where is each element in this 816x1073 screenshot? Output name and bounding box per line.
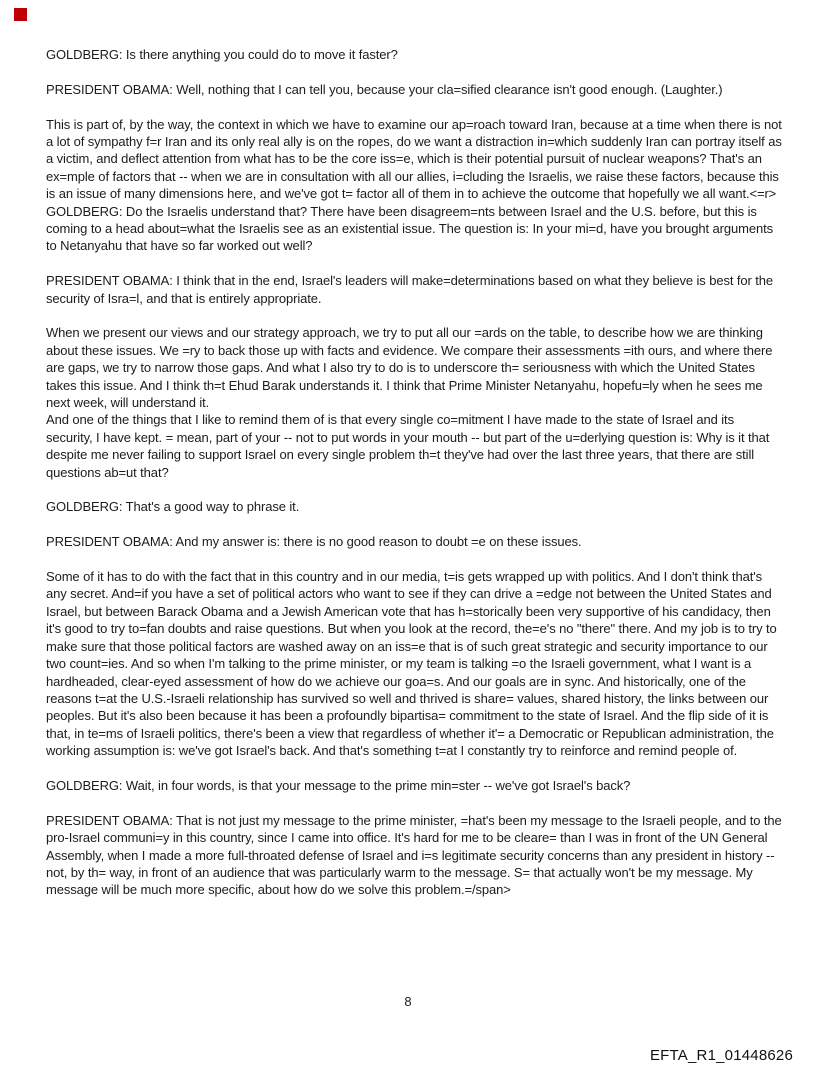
transcript-paragraph: GOLDBERG: Do the Israelis understand that? There have been disagreem=nts between Israel and the U.S. before, but this is coming to a head about=what the Israelis see as an existential issue. The question is: In your mi=d, have you brought arguments to Netanyahu that have so far worked out well? [46, 203, 774, 254]
transcript-paragraph: PRESIDENT OBAMA: And my answer is: there is no good reason to doubt =e on these issues. [46, 534, 582, 550]
transcript-paragraph: GOLDBERG: Wait, in four words, is that your message to the prime min=ster -- we've got Israel's back? [46, 777, 631, 793]
transcript-paragraph: Some of it has to do with the fact that in this country and in our media, t=is gets wrapped up with politics. And I don't think that's any secret. And=if you have a set of political actors who want to see if they can drive a =edge not between the United States and Israel, but between Barack Obama and a Jewish American vote that has h=storically been very supportive of his candidacy, then it's good to try to=fan doubts and raise questions. But when you look at the record, the=e's no "there" there. And my job is to try to make sure that those political factors are washed away on an iss=e that is of such great strategic and security importance to our two count=ies. And so when I'm talking to the prime minister, or my team is talking =o the Israeli government, what I want is a hardheaded, clear-eyed assessment of how do we achieve our goa=s. And our goals are in sync. And historically, one of the reasons t=at the U.S.-Israeli relationship has survived so well and thrived is share= values, shared history, the links between our peoples. But it's also been because it has been a profoundly bipartisa= commitment to the state of Israel. And the flip side of it is that, in te=ms of Israeli politics, there's been a view that regardless of whether it'= a Democratic or Republican administration, the working assumption is: we've got Israel's back. And that's something t=at I constantly try to reinforce and remind people of. [46, 569, 777, 759]
transcript-paragraph: PRESIDENT OBAMA: That is not just my message to the prime minister, =hat's been my message to the Israeli people, and to the pro-Israel communi=y in this country, since I came into office. It's hard for me to be cleare= than I was in front of the UN General Assembly, when I made a more full-throated defense of Israel and i=s legitimate security concerns than any president in history -- not, by th= way, in front of an audience that was particularly warm to the message. S= that actually won't be my message. My message will be much more specific, about how do we solve this problem.=/span> [46, 812, 782, 898]
transcript-paragraph: When we present our views and our strategy approach, we try to put all our =ards on the table, to describe how we are thinking about these issues. We =ry to back those up with facts and evidence. We compare their assessments =ith ours, and where there are gaps, we try to narrow those gaps. And what I also try to do is to underscore th= seriousness with which the United States takes this issue. And I think th=t Ehud Barak understands it. I think that Prime Minister Netanyahu, hopefu=ly when he sees me next week, will understand it. [46, 325, 773, 411]
bates-number: EFTA_R1_01448626 [649, 1047, 793, 1064]
transcript-paragraph: PRESIDENT OBAMA: I think that in the end, Israel's leaders will make=determinations based on what they believe is best for the security of Isra=l, and that is entirely appropriate. [46, 273, 774, 306]
transcript-paragraph: GOLDBERG: Is there anything you could do to move it faster? [46, 47, 398, 62]
transcript-paragraph: PRESIDENT OBAMA: Well, nothing that I can tell you, because your cla=sified clearance isn't good enough. (Laughter.) [46, 81, 723, 97]
transcript-paragraph: This is part of, by the way, the context in which we have to examine our ap=roach toward Iran, because at a time when there is not a lot of sympathy f=r Iran and its only real ally is on the ropes, do we want a distraction in=which suddenly Iran can portray itself as a victim, and deflect attention from what has to be the core iss=e, which is their potential pursuit of nuclear weapons? That's an ex=mple of factors that -- when we are in consultation with all our allies, i=cluding the Israelis, we raise these factors, because this is an issue of many dimensions here, and we've got t= factor all of them in to achieve the outcome that hopefully we all want.<=r> [46, 116, 782, 202]
transcript-paragraph: And one of the things that I like to remind them of is that every single co=mitment I have made to the state of Israel and its security, I have kept. = mean, part of your -- not to put words in your mouth -- but part of the u=derlying question is: Why is it that despite me never failing to support Israel on every single problem th=t they've had over the last three years, that there are still questions ab=ut that? [46, 412, 770, 480]
page-number: 8 [404, 994, 412, 1009]
image-placeholder-marker [14, 8, 27, 21]
transcript-paragraph: GOLDBERG: That's a good way to phrase it. [46, 499, 300, 515]
transcript-body [46, 46, 782, 916]
